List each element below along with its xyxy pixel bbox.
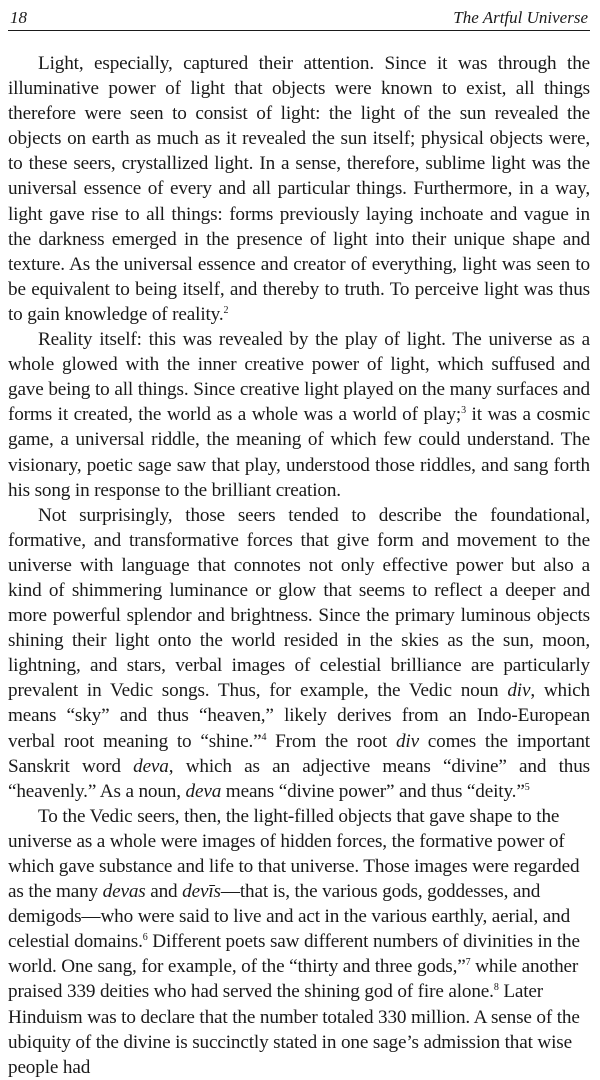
footnote-ref-3: 3 [461,405,466,417]
paragraph-text: Later Hinduism was to declare that the number totaled 330 million. A sense of the ubiquity of the divine is succinctly stated in one sage’s admission that wise people had [8,981,580,1078]
paragraph-text: Light, especially, captured their attention. Since it was through the illuminative power of light that objects were known to exist, all things therefore were seen to consist of light: the light of the sun revealed the objects on earth as much as it revealed the sun itself; physical objects were, to these seers, crystallized light. In a sense, therefore, sublime light was the universal essence of every and all particular things. Furthermore, in a way, light gave rise to all things: forms previously laying inchoate and vague in the darkness emerged in the presence of light into their unique shape and texture. As the universal essence and creator of everything, light was seen to be equivalent to being itself, and thereby to truth. To perceive light was thus to gain knowledge of reality. [8,53,590,325]
footnote-ref-2: 2 [223,304,229,316]
paragraph-text: From the root [266,730,396,752]
paragraph-text: and [145,881,183,903]
italic-term: devas [102,881,146,903]
paragraph-text: it was a cosmic game, a universal riddle, the meaning of which few could understand. The visionary, poetic sage saw that play, understood those riddles, and sang forth his song in response to the brilliant creation. [8,404,590,501]
paragraph-text: —that is, the various gods, goddesses, and demigods—who were said to live and act in the various earthly, aerial, and celestial domains. [8,881,571,953]
italic-term: deva [133,755,169,777]
footnote-ref-7: 7 [465,957,471,969]
book-page [0,2,600,1078]
paragraph-text: Not surprisingly, those seers tended to describe the foundational, formative, and transformative forces that give form and movement to the universe with language that connotes not only effective power but also a kind of shimmering luminance or glow that seems to reflect a deeper and more powerful splendor and brightness. Since the primary luminous objects shining their light onto the world resided in the skies as the sun, moon, lightning, and stars, verbal images of celestial brilliance are particularly prevalent in Vedic songs. Thus, for example, the Vedic noun [8,504,590,702]
paragraph-text: , which means “sky” and thus “heaven,” likely derives from an Indo-European verbal root meaning to “shine.” [8,680,590,752]
paragraph-text: To the Vedic seers, then, the light-filled objects that gave shape to the universe as a whole were images of hidden forces, the formative power of which gave substance and life to that universe. Those images were regarded as the many [8,805,580,903]
paragraph-text: Reality itself: this was revealed by the play of light. The universe as a whole glowed with the inner creative power of light, which suffused and gave being to all things. Since creative light played on the many surfaces and forms it created, the world as a whole was a world of play; [8,329,590,426]
paragraph-4 [8,804,590,1080]
italic-term: div [507,680,531,702]
paragraph-text: while another praised 339 deities who had served the shining god of fire alone. [8,956,579,1003]
running-title: The Artful Universe [453,8,588,27]
page-number: 18 [10,8,27,27]
paragraph-1 [8,51,590,327]
paragraph-2 [8,327,590,503]
footnote-ref-6: 6 [142,932,148,944]
paragraph-text: Different poets saw different numbers of divinities in the world. One sang, for example, of the “thirty and three gods,” [8,931,580,978]
paragraph-3 [8,503,590,804]
italic-term: div [395,730,419,752]
italic-term: devīs [182,881,221,903]
paragraph-text: , which as an adjective means “divine” and thus “heavenly.” As a noun, [8,755,590,802]
running-header [8,2,590,31]
italic-term: deva [185,780,222,802]
footnote-ref-8: 8 [493,982,499,994]
page-body [8,31,590,1080]
paragraph-text: comes the important Sanskrit word [8,730,590,777]
footnote-ref-5: 5 [524,781,530,793]
footnote-ref-4: 4 [261,731,267,743]
paragraph-text: means “divine power” and thus “deity.” [221,780,525,802]
